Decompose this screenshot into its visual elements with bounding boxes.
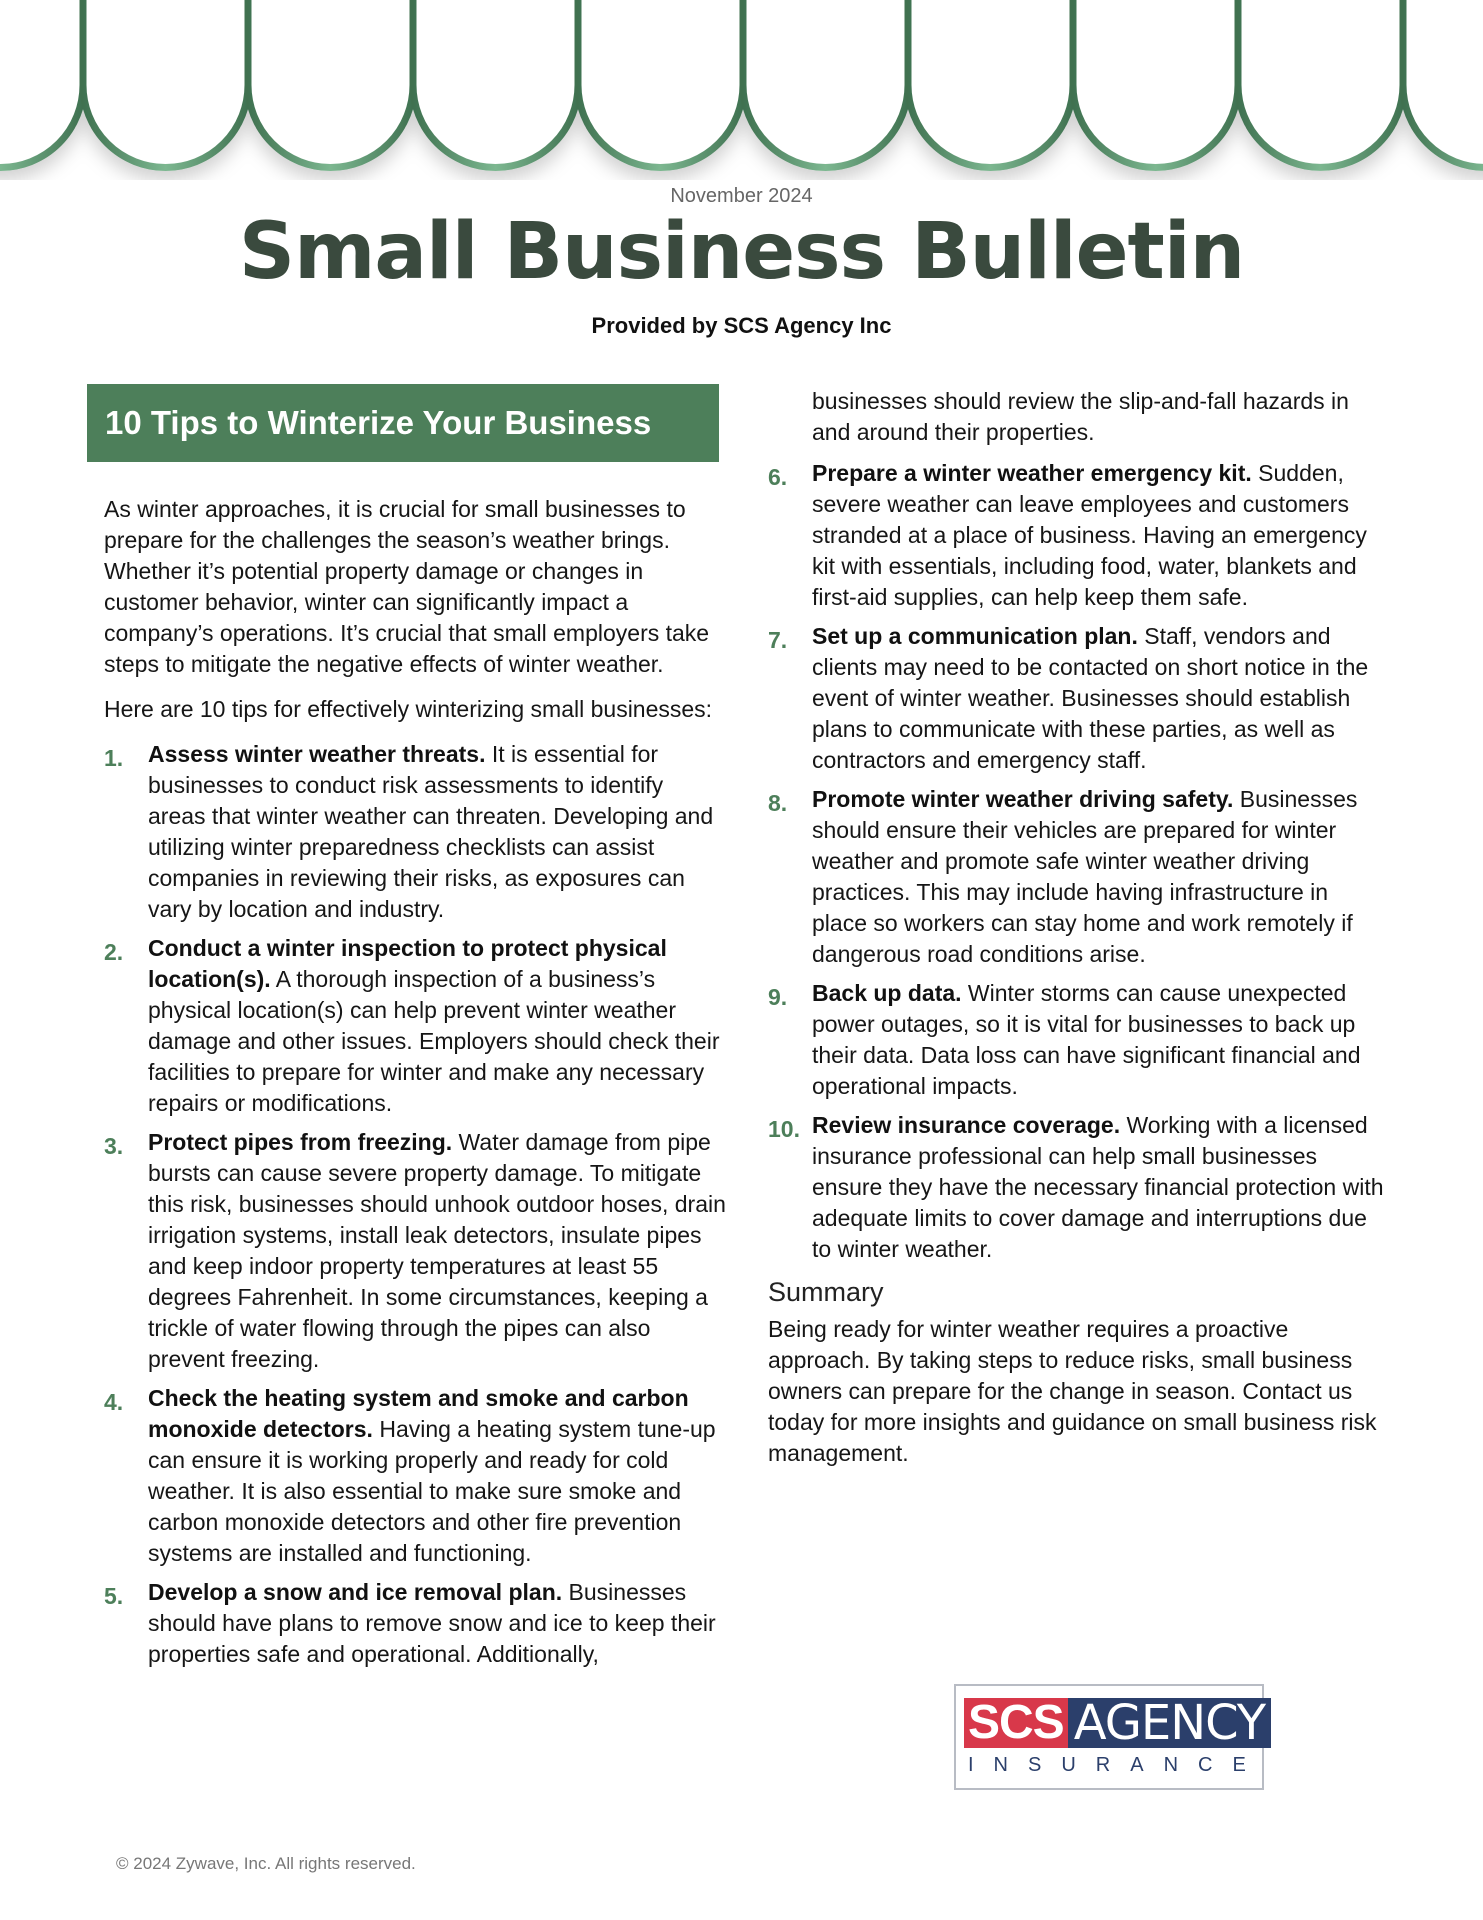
tip-title: Assess winter weather threats. (148, 741, 486, 767)
list-item (768, 978, 1388, 1102)
list-item (104, 1577, 726, 1670)
list-item (768, 621, 1388, 776)
tip-text: Businesses should have plans to remove snow and ice to keep their properties safe and operational. Additionally, (148, 1579, 716, 1667)
awning-scallop (578, 0, 743, 168)
tip-title: Back up data. (812, 980, 962, 1006)
tip-text: It is essential for businesses to conduct risk assessments to identify areas that winter weather can threaten. Developing and utilizing winter preparedness checklists can assist companies in reviewing their risks, as exposures can vary by location and industry. (148, 741, 714, 922)
tip-title: Prepare a winter weather emergency kit. (812, 460, 1252, 486)
tip-title: Set up a communication plan. (812, 623, 1138, 649)
tip-number: 9. (768, 984, 788, 1010)
tips-lead: Here are 10 tips for effectively winterizing small businesses: (104, 696, 713, 722)
tip-5-continued: businesses should review the slip-and-fall hazards in and around their properties. (812, 388, 1349, 445)
summary-paragraph: Being ready for winter weather requires a proactive approach. By taking steps to reduce risks, small business owners can prepare for the change in season. Contact us today for more insights and guidance on small business risk management. (768, 1316, 1377, 1466)
tip-text: Water damage from pipe bursts can cause severe property damage. To mitigate this risk, businesses should unhook outdoor hoses, drain irrigation systems, install leak detectors, insulate pipes and keep indoor property temperatures at least 55 degrees Fahrenheit. In some circumstances, keeping a trickle of water flowing through the pipes can also prevent freezing. (148, 1129, 726, 1372)
list-item (104, 933, 726, 1119)
left-column (104, 384, 726, 1678)
awning-scallop (0, 0, 83, 168)
tip-title: Develop a snow and ice removal plan. (148, 1579, 563, 1605)
tip-number: 10. (768, 1116, 800, 1142)
tip-text: Businesses should ensure their vehicles are prepared for winter weather and promote safe winter weather driving practices. This may include having infrastructure in place so workers can stay home and work remotely if dangerous road conditions arise. (812, 786, 1358, 967)
tip-text: Working with a licensed insurance professional can help small businesses ensure they have the necessary financial protection with adequate limits to cover damage and interruptions due to winter weather. (812, 1112, 1384, 1262)
awning-scallop (1238, 0, 1403, 167)
list-item (768, 1110, 1388, 1265)
tip-number: 7. (768, 627, 788, 653)
tip-number: 8. (768, 790, 788, 816)
logo-scs-text: SCS (964, 1698, 1068, 1748)
tip-title: Promote winter weather driving safety. (812, 786, 1234, 812)
awning-scallop (413, 0, 578, 168)
article-heading: 10 Tips to Winterize Your Business (87, 384, 719, 462)
list-item (768, 458, 1388, 613)
tip-title: Review insurance coverage. (812, 1112, 1121, 1138)
awning-scallop (743, 0, 908, 168)
awning-scallop (248, 0, 413, 168)
tips-list-right (768, 458, 1388, 1265)
tip-text: Having a heating system tune-up can ensure it is working properly and ready for cold weather. It is also essential to make sure smoke and carbon monoxide detectors and other fire prevention systems are installed and functioning. (148, 1416, 716, 1566)
summary-heading: Summary (768, 1277, 884, 1307)
agency-logo (954, 1684, 1264, 1790)
copyright-notice: © 2024 Zywave, Inc. All rights reserved. (116, 1854, 416, 1873)
list-item (104, 1383, 726, 1569)
tip-text: Winter storms can cause unexpected power outages, so it is vital for businesses to back up their data. Data loss can have significant financial and operational impacts. (812, 980, 1361, 1099)
tip-number: 5. (104, 1583, 124, 1609)
list-item (768, 784, 1388, 970)
right-column (768, 386, 1388, 1483)
page-title: Small Business Bulletin (238, 207, 1245, 297)
issue-date: November 2024 (670, 185, 813, 207)
tip-number: 3. (104, 1133, 124, 1159)
tip-text: Sudden, severe weather can leave employees and customers stranded at a place of business. Having an emergency kit with essentials, including food, water, blankets and first-aid supplies, can help keep them safe. (812, 460, 1367, 610)
awning-scallop (1073, 0, 1238, 168)
tip-number: 6. (768, 464, 788, 490)
awning-decoration (0, 0, 1483, 180)
logo-insurance-text: INSURANCE (968, 1754, 1266, 1776)
awning-scallop (1403, 0, 1483, 168)
tip-number: 2. (104, 939, 124, 965)
tip-title: Conduct a winter inspection to protect physical location(s). (148, 935, 667, 992)
list-item (104, 739, 726, 925)
tip-number: 1. (104, 745, 124, 771)
awning-scallop (908, 0, 1073, 168)
tip-title: Check the heating system and smoke and carbon monoxide detectors. (148, 1385, 689, 1442)
logo-agency-text: AGENCY (1068, 1698, 1271, 1748)
list-item (104, 1127, 726, 1375)
tip-title: Protect pipes from freezing. (148, 1129, 453, 1155)
tips-list-left (104, 739, 726, 1670)
tip-number: 4. (104, 1389, 124, 1415)
tip-text: A thorough inspection of a business’s physical location(s) can help prevent winter weather damage and other issues. Employers should check their facilities to prepare for winter and make any necessary repairs or modifications. (148, 966, 720, 1116)
provider-line: Provided by SCS Agency Inc (591, 313, 892, 338)
tip-text: Staff, vendors and clients may need to be contacted on short notice in the event of winter weather. Businesses should establish plans to communicate with these parties, as well as contractors and emergency staff. (812, 623, 1369, 773)
intro-paragraph: As winter approaches, it is crucial for small businesses to prepare for the challenges the season’s weather brings. Whether it’s potential property damage or changes in customer behavior, winter can significantly impact a company’s operations. It’s crucial that small employers take steps to mitigate the negative effects of winter weather. (104, 496, 710, 677)
awning-scallop (83, 0, 248, 168)
